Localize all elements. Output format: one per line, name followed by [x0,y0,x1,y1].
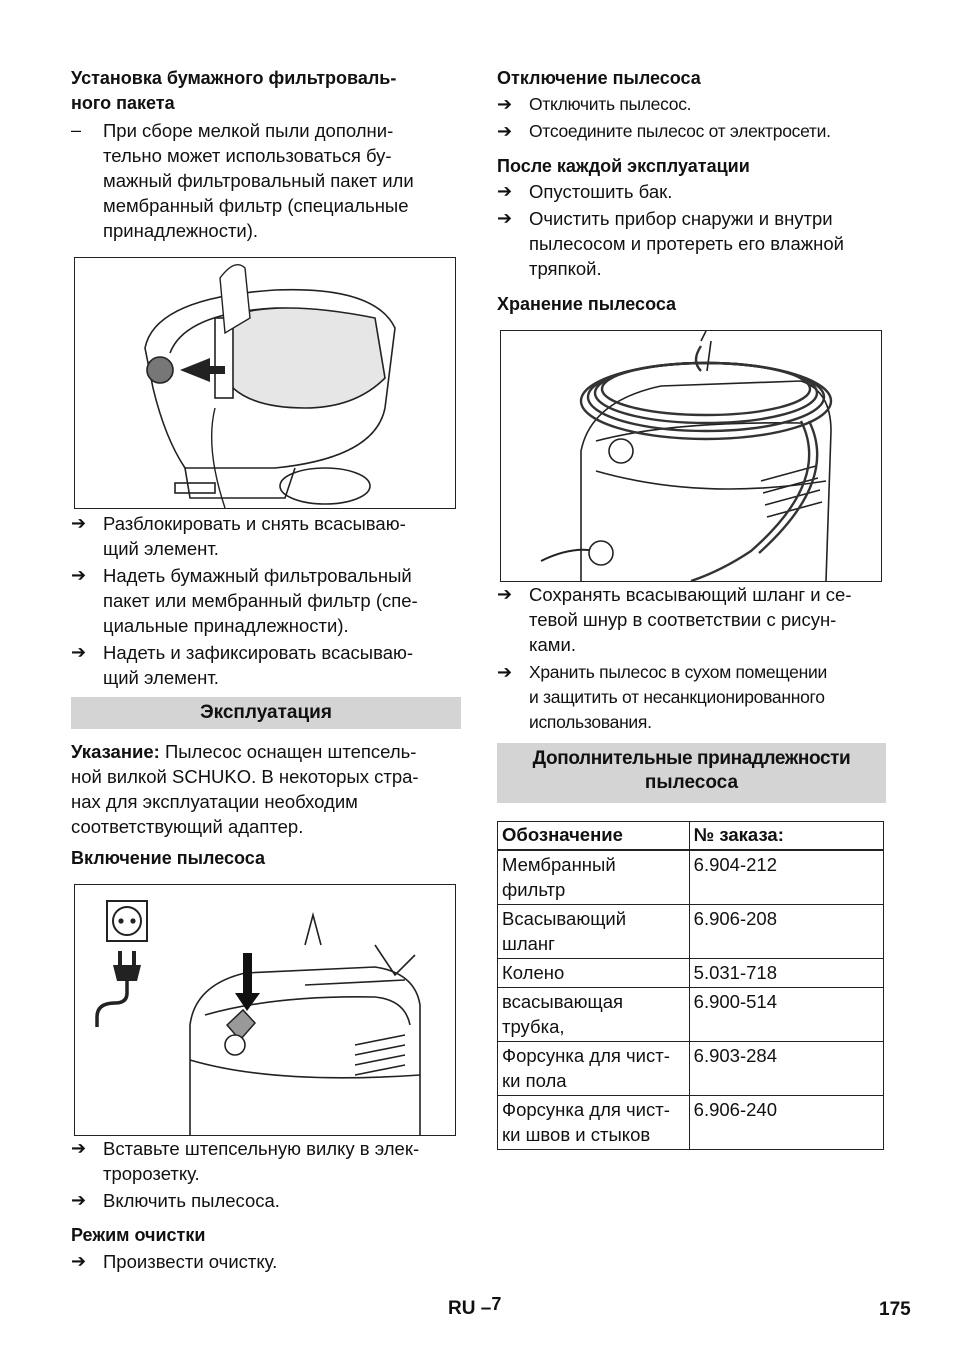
step-line: Включить пылесоса. [103,1190,280,1211]
step-line: Отключить пылесос. [529,94,692,114]
order-number-cell: 6.903-284 [689,1042,883,1096]
table-header-row [498,822,884,851]
note-label: Указание: [71,741,160,762]
step-line: тророзетку. [103,1163,200,1184]
step-line: Вставьте штепсельную вилку в элек- [103,1138,420,1159]
arrow-right-icon: ➔ [71,1190,87,1210]
step-line: ками. [529,634,576,655]
step-line: щий элемент. [103,667,219,688]
arrow-right-icon: ➔ [497,662,512,682]
note-line: принадлежности). [103,220,259,241]
order-number-cell: 5.031-718 [689,959,883,988]
note-line: соответствующий адаптер. [71,816,304,837]
storage-drawing [501,331,881,581]
step-line: циальные принадлежности). [103,615,349,636]
table-row [498,959,884,988]
accessories-section-title [497,743,886,803]
arrow-right-icon: ➔ [497,584,513,604]
operation-note [71,739,461,839]
order-number-cell: 6.906-240 [689,1096,883,1150]
step-line: щий элемент. [103,538,219,559]
plug-icon [97,951,141,1027]
step-line: Хранить пылесос в сухом помещении [529,662,827,682]
step-line: Разблокировать и снять всасываю- [103,513,406,534]
accessory-name-cell: Форсунка для чист- ки швов и стыков [498,1096,690,1150]
step-line: Надеть и зафиксировать всасываю- [103,642,414,663]
footer-lang: RU [448,1298,476,1319]
footer-dash: – [480,1298,492,1319]
storage-illustration [500,330,882,582]
step-line: Отсоедините пылесос от электросети. [529,121,831,141]
page-number: 175 [879,1299,911,1320]
order-number-cell: 6.900-514 [689,988,883,1042]
arrow-right-icon: ➔ [71,565,87,585]
dash-marker: – [71,120,82,140]
note-line: Пылесос оснащен штепсель- [159,741,417,762]
filter-bag-drawing [75,258,455,508]
step-line: Сохранять всасывающий шланг и се- [529,584,852,605]
step-line: пакет или мембранный фильтр (спе- [103,590,418,611]
paper-bag-heading-line2: ного пакета [71,93,175,113]
accessories-title-line: пылесоса [644,772,739,793]
table-row [498,1096,884,1150]
accessories-table [497,821,884,1150]
note-line: тельно может использоваться бу- [103,145,392,166]
switch-on-drawing [75,885,455,1135]
storage-heading: Хранение пылесоса [497,294,677,314]
table-row [498,1042,884,1096]
step-line: пылесосом и протереть его влажной [529,233,844,254]
step-line: Очистить прибор снаружи и внутри [529,208,833,229]
table-row [498,850,884,905]
arrow-right-icon: ➔ [497,121,512,141]
socket-icon [107,901,147,941]
accessory-name-cell: Форсунка для чист- ки пола [498,1042,690,1096]
step-line: и защитить от несанкционированного [529,687,825,707]
accessory-name-cell: всасывающая трубка, [498,988,690,1042]
arrow-right-icon: ➔ [71,642,87,662]
accessory-name-cell: Мембранный фильтр [498,850,690,905]
step-line: Надеть бумажный фильтровальный [103,565,412,586]
arrow-right-icon: ➔ [497,94,512,114]
column-header-name: Обозначение [498,822,690,851]
switch-off-heading: Отключение пылесоса [497,68,701,88]
note-line: При сборе мелкой пыли дополни- [103,120,394,141]
step-line: тряпкой. [529,258,602,279]
footer-page-in-lang: 7 [491,1294,502,1314]
arrow-right-icon: ➔ [497,208,513,228]
accessory-name-cell: Колено [498,959,690,988]
order-number-cell: 6.906-208 [689,905,883,959]
step-line: Произвести очистку. [103,1251,278,1272]
note-line: мембранный фильтр (специальные [103,195,409,216]
operation-section-title: Эксплуатация [71,697,461,729]
table-row [498,905,884,959]
column-header-order: № заказа: [689,822,883,851]
note-line: ной вилкой SCHUKO. В некоторых стра- [71,766,419,787]
note-line: нах для эксплуатации необходим [71,791,358,812]
arrow-right-icon: ➔ [71,1138,87,1158]
arrow-right-icon: ➔ [71,513,87,533]
step-line: Опустошить бак. [529,181,673,202]
step-line: тевой шнур в соответствии с рисун- [529,609,837,630]
clean-mode-heading: Режим очистки [71,1225,206,1245]
table-row [498,988,884,1042]
accessories-title-line: Дополнительные принадлежности [532,748,851,769]
after-use-heading: После каждой эксплуатации [497,156,750,176]
footer-language-page [448,1294,502,1320]
order-number-cell: 6.904-212 [689,850,883,905]
accessory-name-cell: Всасывающий шланг [498,905,690,959]
note-line: мажный фильтровальный пакет или [103,170,414,191]
paper-bag-heading-line1: Установка бумажного фильтроваль- [71,68,397,88]
step-line: использования. [529,712,652,732]
arrow-right-icon: ➔ [497,181,513,201]
arrow-right-icon: ➔ [71,1251,87,1271]
switch-on-heading: Включение пылесоса [71,848,265,868]
filter-bag-illustration [74,257,456,509]
switch-on-illustration [74,884,456,1136]
